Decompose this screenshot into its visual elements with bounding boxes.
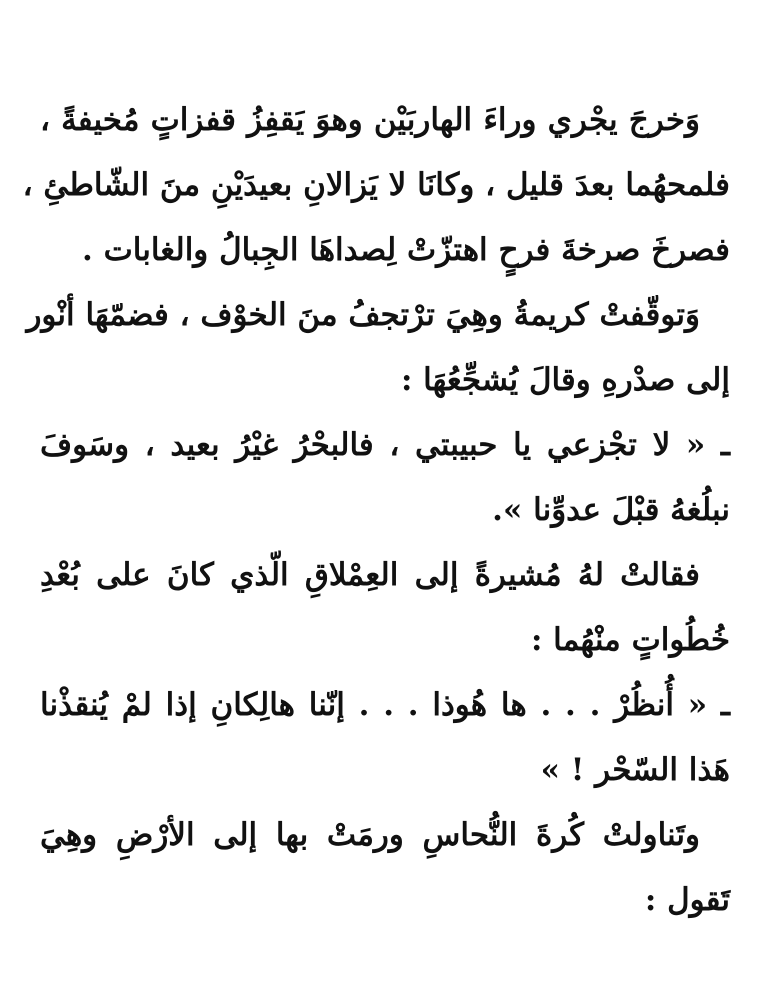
text-line-12: وتَناولتْ كُرةَ النُّحاسِ ورمَتْ بها إلى الأرْضِ وهِيَ [40, 817, 700, 853]
text-line-8: فقالتْ لهُ مُشيرةً إلى العِمْلاقِ الّذي كانَ على بُعْدِ [40, 557, 700, 593]
text-line-10: ـ « أُنظُرْ . . . ها هُوذا . . . إنّنا هالِكانِ إذا لمْ يُنقذْنا [40, 687, 730, 723]
text-line-7: نبلُغهُ قبْلَ عدوِّنا ». [492, 492, 730, 528]
text-line-11: هَذا السّحْر ! » [540, 752, 730, 788]
text-line-2: فلمحهُما بعدَ قليل ، وكانَا لا يَزالانِ بعيدَيْنِ منَ الشّاطئِ ، [22, 167, 730, 203]
text-line-1: وَخرجَ يجْري وراءَ الهاربَيْن وهوَ يَقفِزُ قفزاتٍ مُخيفةً ، [40, 102, 700, 138]
arabic-text-block [22, 88, 730, 933]
text-line-6: ـ « لا تجْزعي يا حبيبتي ، فالبحْرُ غيْرُ بعيد ، وسَوفَ [40, 427, 730, 463]
text-line-13: تَقول : [644, 882, 730, 918]
text-line-4: وَتوقّفتْ كريمةُ وهِيَ ترْتجفُ منَ الخوْف ، فضمّهَا أنْور [26, 297, 700, 333]
text-line-9: خُطُواتٍ منْهُما : [530, 622, 730, 658]
text-line-3: فصرخَ صرخةَ فرحٍ اهتزّتْ لِصداهَا الجِبالُ والغابات . [82, 232, 730, 268]
text-line-5: إلى صدْرهِ وقالَ يُشجِّعُهَا : [400, 362, 730, 398]
